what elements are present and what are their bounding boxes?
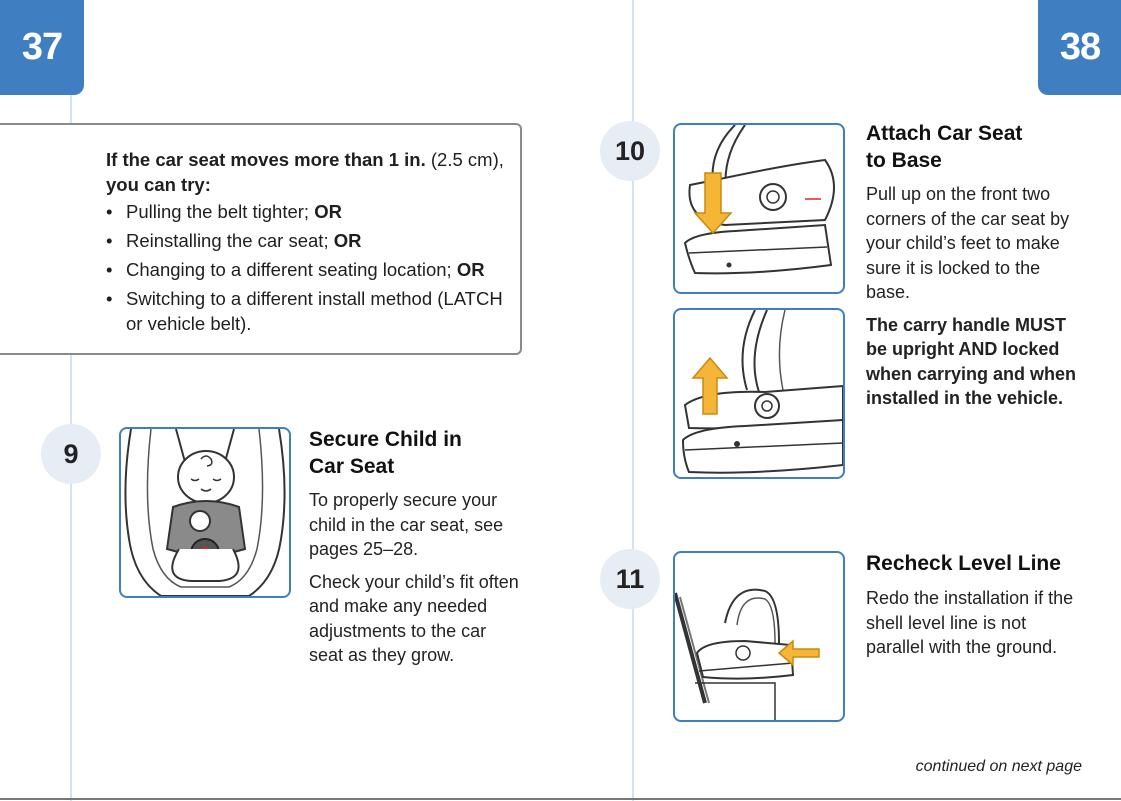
- list-item: [106, 228, 516, 253]
- page-number-text: 37: [21, 26, 63, 68]
- step-number-11: [600, 549, 660, 609]
- step-9-body: [309, 488, 521, 676]
- step-10-body: [866, 182, 1078, 419]
- step-9-title-line1: Secure Child in: [309, 428, 462, 451]
- step-9-para-2: Check your child’s fit often and make any needed adjustments to the car seat as they grow.: [309, 571, 519, 665]
- tip-box: [0, 123, 522, 355]
- step-10-para-1: Pull up on the front two corners of the car seat by your child’s feet to make sure it is locked to the base.: [866, 184, 1070, 302]
- step-10-para-2: The carry handle MUST be upright AND locked when carrying and when installed in the vehicle.: [866, 314, 1077, 408]
- bottom-rule: [0, 798, 1121, 800]
- continued-note: continued on next page: [915, 758, 1082, 775]
- page-number-37: [0, 0, 84, 95]
- tip-intro-normal: (2.5 cm),: [425, 149, 504, 170]
- step-11-title-line1: Recheck Level Line: [866, 552, 1061, 575]
- step-number-text: 11: [615, 563, 645, 594]
- step-10-title-line1: Attach Car Seat: [866, 122, 1023, 145]
- page-number-38: [1038, 0, 1121, 95]
- step-9-title-line2: Car Seat: [309, 455, 395, 478]
- tip-list: [106, 199, 516, 340]
- tip-intro-bold2: you can try:: [106, 174, 211, 195]
- step-number-text: 9: [63, 438, 79, 469]
- illustration-recheck-level: [673, 551, 845, 722]
- list-item: [106, 257, 516, 282]
- tip-intro: [106, 147, 526, 197]
- step-10-title: [866, 120, 1076, 174]
- step-number-10: [600, 121, 660, 181]
- page-number-text: 38: [1059, 26, 1101, 68]
- tip-intro-bold: If the car seat moves more than 1 in.: [106, 149, 426, 170]
- list-item: [106, 199, 516, 224]
- step-10-title-line2: to Base: [866, 149, 942, 172]
- list-item-or: OR: [456, 259, 485, 280]
- list-item-or: OR: [333, 230, 362, 251]
- step-11-body: [866, 586, 1078, 668]
- list-item-text: Changing to a different seating location;: [126, 259, 457, 280]
- list-item-text: Reinstalling the car seat;: [126, 230, 334, 251]
- list-item: [106, 286, 516, 336]
- illustration-attach-seat-up: [673, 308, 845, 479]
- step-11-title: [866, 550, 1086, 577]
- step-number-text: 10: [614, 135, 646, 166]
- list-item-text: Switching to a different install method (LATCH or vehicle belt).: [126, 288, 503, 334]
- list-item-text: Pulling the belt tighter;: [126, 201, 315, 222]
- step-9-title: [309, 426, 519, 480]
- list-item-or: OR: [314, 201, 342, 222]
- step-11-para-1: Redo the installation if the shell level line is not parallel with the ground.: [866, 588, 1074, 657]
- illustration-attach-seat-down: [673, 123, 845, 294]
- step-number-9: [41, 424, 101, 484]
- left-page-guide: [70, 0, 72, 801]
- illustration-secure-child: [119, 427, 291, 598]
- step-9-para-1: To properly secure your child in the car seat, see pages 25–28.: [309, 490, 504, 559]
